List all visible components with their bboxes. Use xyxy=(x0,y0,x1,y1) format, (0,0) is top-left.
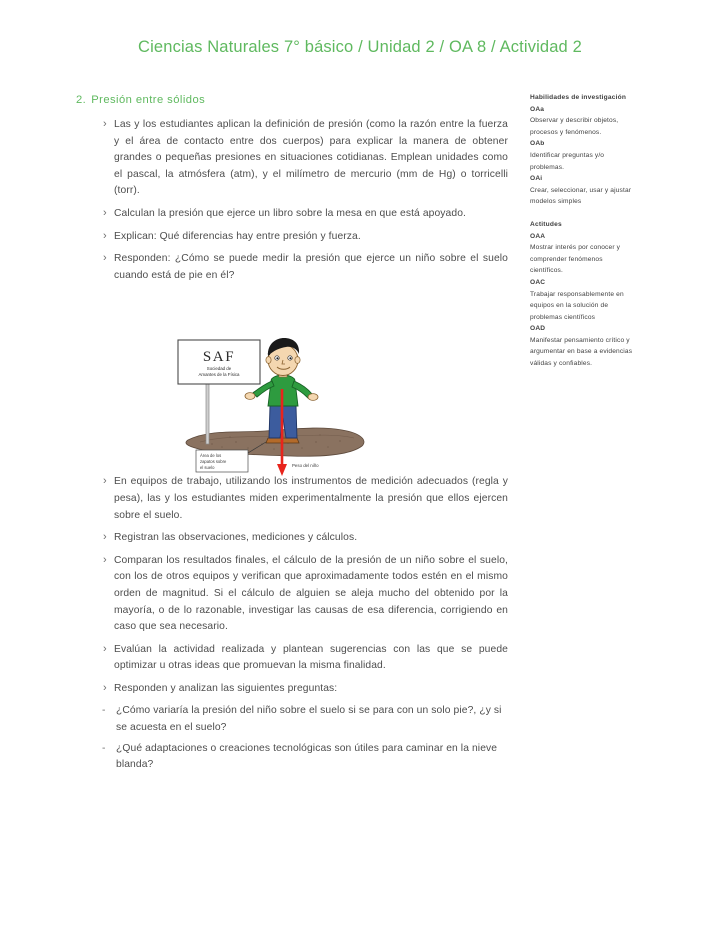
list-item: - ¿Qué adaptaciones o creaciones tecnológicas son útiles para caminar en la nieve blanda? xyxy=(102,741,508,774)
margin-text: Crear, seleccionar, usar y ajustar modelos simples xyxy=(530,186,632,206)
activity-steps-top xyxy=(76,117,508,284)
document-header xyxy=(0,38,720,57)
margin-code: OAa xyxy=(530,105,545,113)
margin-text: Observar y describir objetos, procesos y fenómenos. xyxy=(530,117,619,136)
margin-divider xyxy=(530,208,636,219)
list-item: › En equipos de trabajo, utilizando los instrumentos de medición adecuados (regla y pesa), las y los estudiantes miden experimentalmente la presión que ellos ejercen sobre el suelo. xyxy=(104,474,508,524)
pressure-illustration xyxy=(170,334,386,484)
list-item: › Comparan los resultados finales, el cálculo de la presión de un niño sobre el suelo, con los de otros equipos y verifican que aproximadamente todos estén en el mismo orden de magnitud. Si el cálculo de alguien se aleja mucho del obtenido por la mayoría, o de lo razonable, investigar las causas de esa diferencia, corrigiendo en caso que sea necesario. xyxy=(104,553,508,636)
margin-code: OAC xyxy=(530,278,546,286)
weight-label: Peso del niño xyxy=(292,463,319,468)
margin-attitudes-title: Actitudes xyxy=(530,220,562,228)
sub-questions-list xyxy=(76,703,508,773)
activity-steps-bottom xyxy=(76,474,508,697)
page-title: Ciencias Naturales 7° básico / Unidad 2 / OA 8 / Actividad 2 xyxy=(138,38,582,56)
weight-annotation xyxy=(292,463,319,468)
list-item: › Las y los estudiantes aplican la definición de presión (como la razón entre la fuerza y el área de contacto entre dos cuerpos) para explicar la manera de obtener grandes o pequeñas presiones en situaciones cotidianas. Emplean unidades como el pascal, la atmósfera (atm), y el milímetro de mercurio (mm de Hg) o torricelli (torr). xyxy=(104,117,508,200)
list-item: › Explican: Qué diferencias hay entre presión y fuerza. xyxy=(104,229,508,246)
margin-notes-column xyxy=(530,92,636,370)
list-item: › Calculan la presión que ejerce un libro sobre la mesa en que está apoyado. xyxy=(104,206,508,223)
margin-text: Trabajar responsablemente en equipos en la solución de problemas científicos xyxy=(530,290,624,321)
margin-text: Identificar preguntas y/o problemas. xyxy=(530,151,605,171)
list-item: › Evalúan la actividad realizada y plantean sugerencias con las que se puede optimizar u otras ideas que promuevan la misma finalidad. xyxy=(104,642,508,675)
section-number: 2. xyxy=(76,94,87,106)
area-label-line1: Área de los xyxy=(200,453,222,458)
margin-code: OAA xyxy=(530,232,546,240)
section-title: Presión entre sólidos xyxy=(91,94,206,106)
margin-text: Mostrar interés por conocer y comprender fenómenos científicos. xyxy=(530,244,621,275)
sign-board xyxy=(178,340,260,384)
list-item: - ¿Cómo variaría la presión del niño sobre el suelo si se para con un solo pie?, ¿y si se acuesta en el suelo? xyxy=(102,703,508,736)
sign-subtitle-line1: Sociedad de xyxy=(206,366,232,371)
list-item: › Responden: ¿Cómo se puede medir la presión que ejerce un niño sobre el suelo cuando está de pie en él? xyxy=(104,251,508,284)
sign-subtitle-line2: Amantes de la Física xyxy=(198,372,240,377)
margin-code: OAD xyxy=(530,325,546,333)
area-label-line2: zapatos sobre xyxy=(200,459,227,464)
margin-text: Manifestar pensamiento crítico y argumentar en base a evidencias válidas y confiables. xyxy=(530,336,633,368)
margin-skills-title: Habilidades de investigación xyxy=(530,94,627,101)
sign-title-text: SAF xyxy=(202,349,236,365)
section-heading xyxy=(76,94,508,106)
area-label-line3: el suelo xyxy=(200,465,215,470)
list-item: › Registran las observaciones, mediciones y cálculos. xyxy=(104,530,508,547)
list-item: › Responden y analizan las siguientes preguntas: xyxy=(104,681,508,698)
margin-code: OAb xyxy=(530,140,545,148)
margin-code: OAi xyxy=(530,175,543,183)
